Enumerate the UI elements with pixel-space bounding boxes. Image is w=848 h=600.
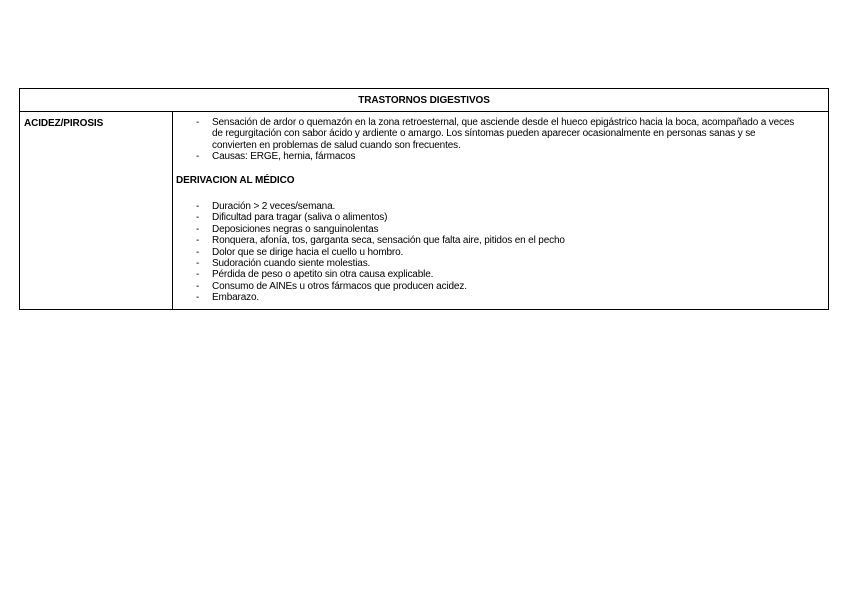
referral-list — [176, 201, 798, 304]
list-item: - Dolor que se dirige hacia el cuello u hombro. — [176, 247, 798, 258]
list-item: - Sensación de ardor o quemazón en la zona retroesternal, que asciende desde el hueco epigástrico hacia la boca, acompañado a veces de regurgitación con sabor ácido y ardiente o amargo. Los síntomas pueden aparecer ocasionalmente en personas sanas y se convierten en problemas de salud cuando son frecuentes. — [176, 117, 798, 151]
table-row — [20, 112, 829, 310]
description-list — [176, 117, 798, 163]
list-item: - Sudoración cuando siente molestias. — [176, 258, 798, 269]
row-label: ACIDEZ/PIROSIS — [20, 112, 173, 310]
row-content — [173, 112, 829, 310]
list-item: - Consumo de AINEs u otros fármacos que producen acidez. — [176, 281, 798, 292]
list-item: - Deposiciones negras o sanguinolentas — [176, 224, 798, 235]
referral-heading: DERIVACION AL MÉDICO — [176, 174, 295, 186]
list-item: - Ronquera, afonía, tos, garganta seca, sensación que falta aire, pitidos en el pecho — [176, 235, 798, 246]
digestive-disorders-table — [19, 88, 829, 310]
table-title: TRASTORNOS DIGESTIVOS — [20, 89, 829, 112]
list-item: - Pérdida de peso o apetito sin otra causa explicable. — [176, 269, 798, 280]
table-header-row — [20, 89, 829, 112]
list-item: - Dificultad para tragar (saliva o alimentos) — [176, 212, 798, 223]
list-item: - Duración > 2 veces/semana. — [176, 201, 798, 212]
list-item: - Embarazo. — [176, 292, 798, 303]
list-item: - Causas: ERGE, hernia, fármacos — [176, 151, 798, 162]
